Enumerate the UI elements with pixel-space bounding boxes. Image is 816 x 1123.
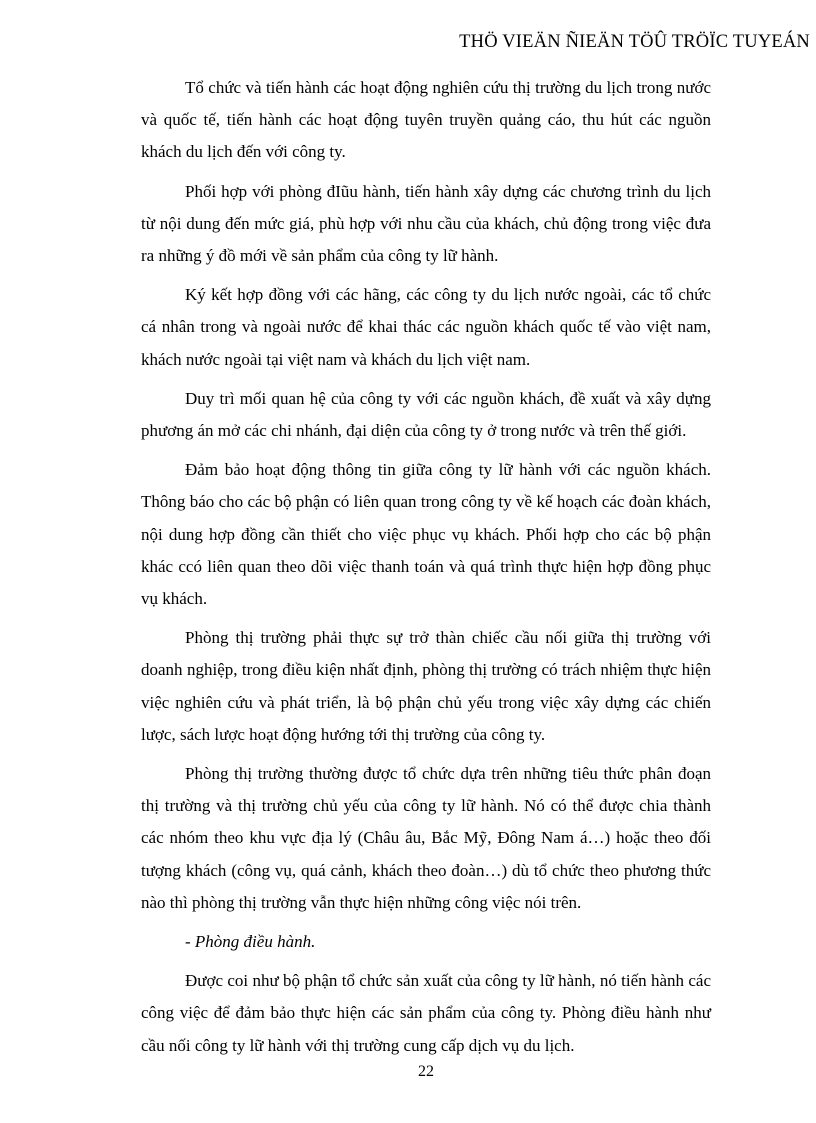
- running-header: THÖ VIEÄN ÑIEÄN TÖÛ TRÖÏC TUYEÁN: [459, 32, 810, 52]
- body-paragraph: Phòng thị trường thường được tổ chức dựa trên những tiêu thức phân đoạn thị trường và thị trường chủ yếu của công ty lữ hành. Nó có thể được chia thành các nhóm theo khu vực địa lý (Châu âu, Bắc Mỹ, Đông Nam á…) hoặc theo đối tượng khách (công vụ, quá cảnh, khách theo đoàn…) dù tổ chức theo phương thức nào thì phòng thị trường vẫn thực hiện những công việc nói trên.: [141, 764, 711, 912]
- body-paragraph: Đảm bảo hoạt động thông tin giữa công ty lữ hành với các nguồn khách. Thông báo cho các bộ phận có liên quan trong công ty về kế hoạch các đoàn khách, nội dung hợp đồng cần thiết cho việc phục vụ khách. Phối hợp cho các bộ phận khác ccó liên quan theo dõi việc thanh toán và quá trình thực hiện hợp đồng phục vụ khách.: [141, 460, 711, 609]
- section-heading: - Phòng điều hành.: [185, 932, 316, 952]
- body-paragraph: Được coi như bộ phận tổ chức sản xuất của công ty lữ hành, nó tiến hành các công việc để đảm bảo thực hiện các sản phẩm của công ty. Phòng điều hành như cầu nối công ty lữ hành với thị trường cung cấp dịch vụ du lịch.: [141, 971, 711, 1055]
- document-body: [141, 72, 711, 1069]
- body-paragraph: Duy trì mối quan hệ của công ty với các nguồn khách, đề xuất và xây dựng phương án mở các chi nhánh, đại diện của công ty ở trong nước và trên thế giới.: [141, 388, 711, 441]
- body-paragraph: Tổ chức và tiến hành các hoạt động nghiên cứu thị trường du lịch trong nước và quốc tế, tiến hành các hoạt động tuyên truyền quảng cáo, thu hút các nguồn khách du lịch đến với công ty.: [141, 78, 711, 162]
- body-paragraph: Phối hợp với phòng đIũu hành, tiến hành xây dựng các chương trình du lịch từ nội dung đến mức giá, phù hợp với nhu cầu của khách, chủ động trong việc đưa ra những ý đồ mới về sản phẩm của công ty lữ hành.: [141, 181, 711, 266]
- page-number: 22: [418, 1063, 434, 1080]
- body-paragraph: Ký kết hợp đồng với các hãng, các công ty du lịch nước ngoài, các tổ chức cá nhân trong và ngoài nước để khai thác các nguồn khách quốc tế vào việt nam, khách nước ngoài tại việt nam và khách du lịch việt nam.: [141, 285, 711, 369]
- body-paragraph: Phòng thị trường phải thực sự trở thàn chiếc cầu nối giữa thị trường với doanh nghiệp, trong điều kiện nhất định, phòng thị trường có trách nhiệm thực hiện việc nghiên cứu và phát triển, là bộ phận chủ yếu trong việc xây dựng các chiến lược, sách lược hoạt động hướng tới thị trường của công ty.: [141, 628, 711, 744]
